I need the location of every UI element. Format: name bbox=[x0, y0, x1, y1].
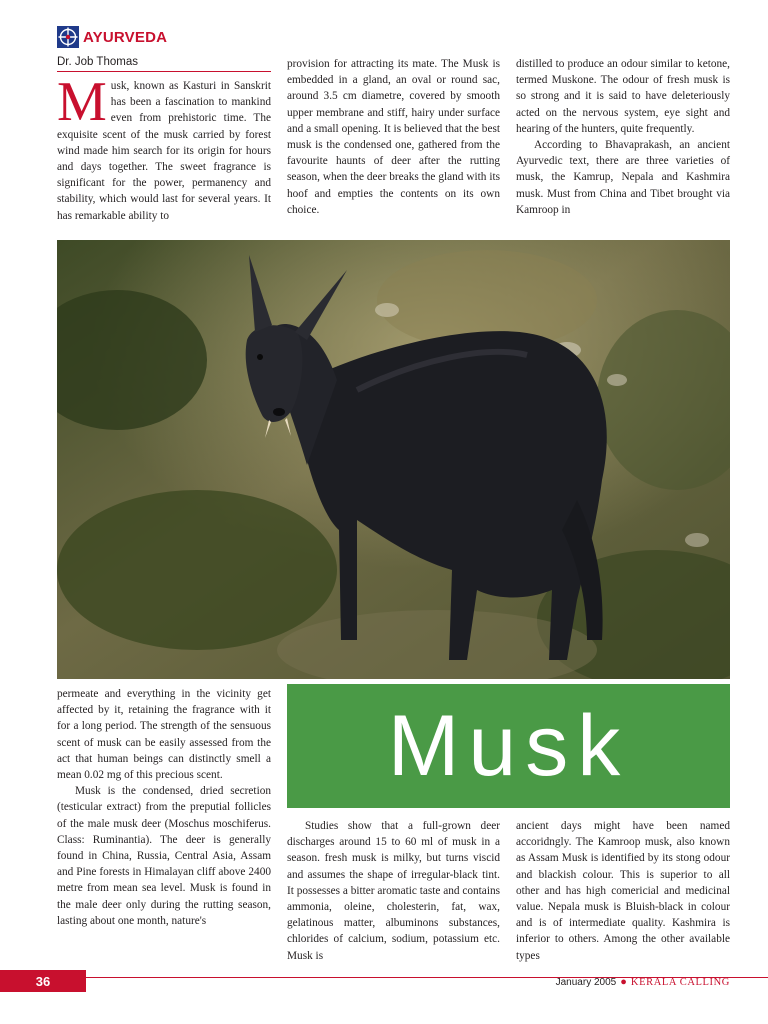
paragraph: Musk is the condensed, dried secretion (testicular extract) from the preputial follicles of the male musk deer (Moschus moschiferus. Class: Ruminantia). The deer is generally found in China, Russia, Central Asia, Assam and Pine forests in Himalayan cliff above 2400 metre from mean sea level. Musk is found in the male deer only during the rutting season, lasting about one month, nature's bbox=[57, 785, 271, 927]
article-title-box bbox=[287, 684, 730, 808]
column-2-top bbox=[287, 56, 500, 218]
musk-deer-photo bbox=[57, 240, 730, 679]
bullet-dot-icon: ● bbox=[620, 976, 627, 988]
section-header bbox=[57, 26, 167, 48]
article-title: Musk bbox=[387, 697, 630, 794]
paragraph: usk, known as Kasturi in Sanskrit has been a fascination to mankind even from prehistoric time. The exquisite scent of the musk carried by forest wind made him search for its origin for hours and days together. The sweet fragrance is significant for the power, permanency and stability, which would last for several years. It has remarkable ability to bbox=[57, 80, 271, 222]
column-1-bottom bbox=[57, 686, 271, 929]
paragraph: provision for attracting its mate. The Musk is embedded in a gland, an oval or round sac, around 3.5 cm diametre, covered by smooth upper membrane and stiff, hairy under surface and a small opening. It is believed that the best musk is the condensed one, gathered from the favourite haunts of deer after the rutting season, when the deer breaks the gland with its hoof and empties the contents on its own choice. bbox=[287, 58, 500, 216]
globe-cross-icon bbox=[57, 26, 79, 48]
paragraph: Studies show that a full-grown deer discharges around 15 to 60 ml of musk in a season. fresh musk is milky, but turns viscid and assumes the shape of irregular-black tint. It possesses a bitter aromatic taste and contains ammonia, oleine, cholesterin, fat, wax, gelatinous matter, albuminons substances, chlorides of calcium, sodium, potassium etc. Musk is bbox=[287, 820, 501, 962]
page-number: 36 bbox=[0, 970, 86, 992]
author-byline: Dr. Job Thomas bbox=[57, 56, 271, 72]
paragraph: permeate and everything in the vicinity get affected by it, retaining the fragrance with it for a long period. The strength of the sensuous scent of musk can be easily assessed from the act that human beings can distinctly smell a mean 0.02 mg of this precious scent. bbox=[57, 688, 271, 782]
issue-date: January 2005 bbox=[555, 976, 617, 988]
paragraph: distilled to produce an odour similar to ketone, termed Muskone. The odour of fresh musk is so strong and it is said to have deleteriously acted on the nervous system, eye sight and hearing of the hunters, quite frequently. bbox=[516, 58, 730, 135]
footer-info bbox=[556, 976, 730, 988]
column-3-bottom bbox=[516, 818, 730, 964]
section-title: AYURVEDA bbox=[83, 28, 168, 46]
paragraph: According to Bhavaprakash, an ancient Ayurvedic text, there are three varieties of musk, the Kamrup, Nepala and Kashmira musk. Must from China and Tibet brought via Kamroop in bbox=[516, 139, 730, 216]
column-3-top bbox=[516, 56, 730, 218]
column-1-top bbox=[57, 71, 271, 224]
deer-illustration bbox=[57, 240, 730, 679]
magazine-name: KERALA CALLING bbox=[630, 976, 730, 988]
column-2-bottom bbox=[287, 818, 500, 964]
drop-cap: M bbox=[57, 71, 107, 133]
paragraph: ancient days might have been named accoridngly. The Kamroop musk, also known as Assam Musk is identified by its stong odour and blackish colour. This is superior to all other and has high comericial and medicinal value. Nepala musk is Bluish-black in colour and is of intermediate quality. Kashmira is inferior to others. Among the other available types bbox=[516, 820, 730, 962]
